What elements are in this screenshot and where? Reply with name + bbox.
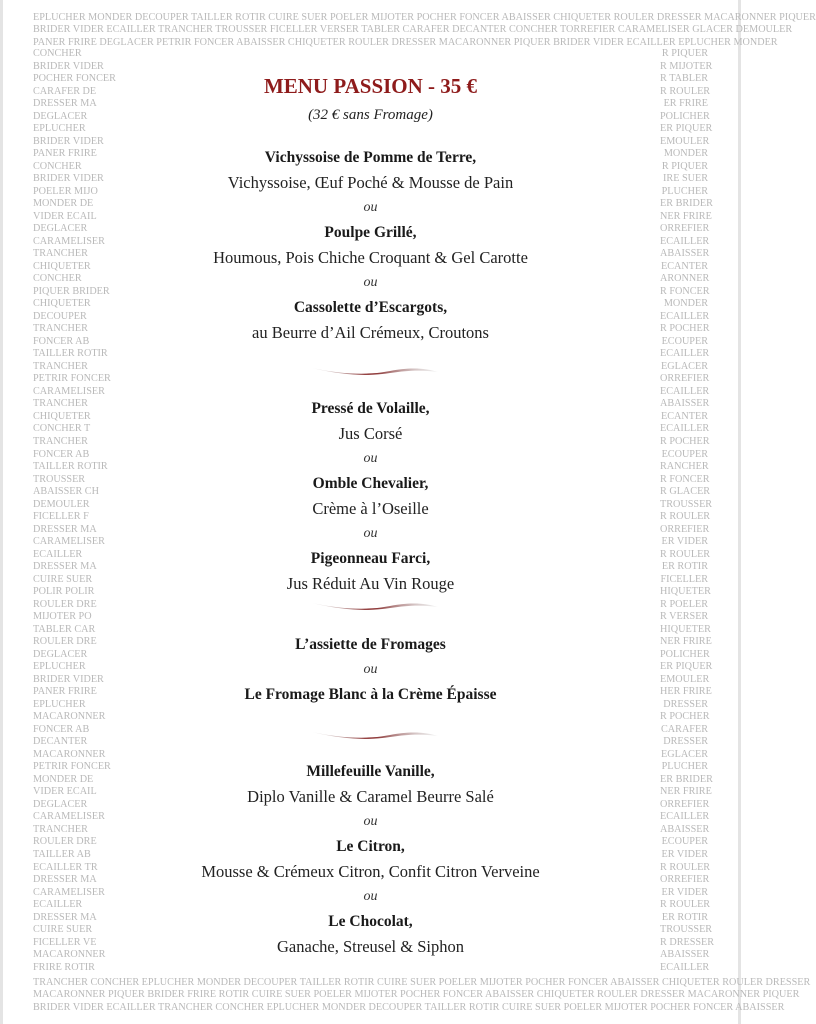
background-word: MONDER DE — [33, 198, 94, 210]
background-word: MONDER DE — [33, 773, 94, 785]
background-word: ER ROTIR — [661, 561, 708, 573]
background-word: TRANCHER — [33, 435, 88, 447]
background-word: DEMOULER — [33, 498, 90, 510]
or-separator: ou — [363, 662, 378, 677]
background-word: ER BRIDER — [660, 773, 713, 785]
dish-name: Vichyssoise de Pomme de Terre, — [264, 149, 477, 166]
background-word: POLIR POLIR — [33, 586, 95, 598]
background-word: EMOULER — [660, 135, 710, 147]
background-word: PETRIR FONCER — [33, 761, 111, 773]
background-word: HIQUETER — [660, 586, 711, 598]
background-word: MIJOTER PO — [33, 611, 92, 623]
dish-description: Diplo Vanille & Caramel Beurre Salé — [247, 787, 494, 806]
background-word: MONDER — [663, 298, 708, 310]
dish-name: Millefeuille Vanille, — [306, 763, 435, 780]
background-word: ORREFIER — [660, 798, 710, 810]
background-word: TROUSSER — [660, 924, 713, 936]
background-word: ECAILLER — [660, 348, 710, 360]
dish-description: Jus Réduit Au Vin Rouge — [286, 574, 455, 593]
background-word: DEGLACER — [33, 223, 88, 235]
or-separator: ou — [363, 526, 378, 541]
background-word: ECOUPER — [661, 836, 708, 848]
background-word: CUIRE SUER — [33, 924, 93, 936]
background-word: TAILLER ROTIR — [33, 348, 108, 360]
background-word: CONCHER — [33, 48, 82, 59]
background-word: R FONCER — [660, 473, 710, 485]
background-word: ER VIDER — [661, 536, 708, 548]
background-word: FONCER AB — [33, 723, 90, 735]
background-word: DECANTER — [33, 736, 88, 748]
background-word: DEGLACER — [33, 648, 88, 660]
background-word: FICELLER F — [33, 511, 89, 523]
background-word: RANCHER — [660, 461, 709, 473]
background-word: DRESSER MA — [33, 523, 97, 535]
background-word: ABAISSER — [660, 949, 710, 961]
background-word: CONCHER — [33, 273, 82, 285]
background-word: VIDER ECAIL — [33, 786, 97, 798]
background-word: MONDER — [663, 148, 708, 160]
background-word: FICELLER — [660, 573, 708, 585]
background-word: ECANTER — [661, 260, 708, 272]
background-word: FONCER AB — [33, 448, 90, 460]
background-word: R POCHER — [660, 323, 710, 335]
background-word: PIQUER BRIDER — [33, 285, 110, 297]
background-word: ORREFIER — [660, 874, 710, 886]
or-separator: ou — [363, 275, 378, 290]
background-word: TAILLER ROTIR — [33, 461, 108, 473]
background-word: R VERSER — [660, 611, 709, 623]
background-word: ARONNER — [660, 273, 710, 285]
dish-description: Ganache, Streusel & Siphon — [277, 937, 464, 956]
dish-description: Vichyssoise, Œuf Poché & Mousse de Pain — [227, 173, 514, 192]
background-word-row: BRIDER VIDER ECAILLER TRANCHER CONCHER EPLUCHER MONDER DECOUPER TAILLER ROTIR CUIRE SUER POELER MIJOTER POCHER FONCER ABAISSER — [33, 1001, 785, 1013]
or-separator: ou — [363, 814, 378, 829]
background-word: DRESSER MA — [33, 561, 97, 573]
dish-name: Pressé de Volaille, — [311, 400, 430, 417]
dish-name: Le Chocolat, — [328, 913, 413, 930]
background-word: PETRIR FONCER — [33, 373, 111, 385]
background-word: ECAILLER — [660, 961, 710, 973]
background-word: TABLER CAR — [33, 623, 96, 635]
background-word: FRIRE ROTIR — [33, 961, 95, 973]
background-word: EMOULER — [660, 673, 710, 685]
background-word: CHIQUETER — [33, 298, 91, 310]
dish-description: au Beurre d’Ail Crémeux, Croutons — [252, 323, 489, 342]
dish-name: Omble Chevalier, — [312, 475, 429, 492]
background-word: R POELER — [660, 598, 708, 610]
background-word: R POCHER — [660, 711, 710, 723]
background-word: NER FRIRE — [660, 786, 712, 798]
background-word: ABAISSER — [660, 398, 710, 410]
background-word: ABAISSER — [660, 823, 710, 835]
divider-ornament — [310, 600, 440, 612]
menu-section-plats — [0, 396, 741, 596]
background-word: ER BRIDER — [660, 198, 713, 210]
background-word: NER FRIRE — [660, 636, 712, 648]
background-word: FICELLER VE — [33, 936, 97, 948]
background-word: ROULER DRE — [33, 636, 97, 648]
background-word: PLUCHER — [661, 185, 708, 197]
background-word: R GLACER — [660, 486, 711, 498]
background-word-row: EPLUCHER MONDER DECOUPER TAILLER ROTIR CUIRE SUER POELER MIJOTER POCHER FONCER ABAISSER CHIQUETER ROULER DRESSER MACARONNER PIQUER — [33, 11, 816, 23]
background-word: CONCHER T — [33, 423, 91, 435]
background-word: ECAILLER — [660, 385, 710, 397]
background-word: ECANTER — [661, 410, 708, 422]
dish-description: Crème à l’Oseille — [312, 499, 429, 518]
background-word: EPLUCHER — [33, 661, 86, 673]
background-word: ER FRIRE — [663, 98, 708, 110]
background-word: R DRESSER — [660, 936, 715, 948]
background-word: ROULER DRE — [33, 598, 97, 610]
background-word: CHIQUETER — [33, 410, 91, 422]
background-word: POLICHER — [660, 648, 710, 660]
background-word: ECAILLER — [660, 811, 710, 823]
menu-section-entrees — [0, 145, 741, 345]
dish-name: L’assiette de Fromages — [295, 636, 446, 653]
background-word: ECAILLER — [33, 548, 83, 560]
background-word: R ROULER — [660, 548, 711, 560]
background-word: DRESSER MA — [33, 911, 97, 923]
divider-ornament — [310, 729, 440, 741]
or-separator: ou — [363, 889, 378, 904]
background-word: BRIDER VIDER — [33, 673, 104, 685]
background-word: TRANCHER — [33, 360, 88, 372]
background-word: ECOUPER — [661, 448, 708, 460]
background-word: R ROULER — [660, 899, 711, 911]
background-word: DRESSER — [663, 698, 708, 710]
background-word: ABAISSER CH — [33, 486, 99, 498]
dish-name: Poulpe Grillé, — [324, 224, 417, 241]
background-word: ER ROTIR — [661, 911, 708, 923]
background-word: CUIRE SUER — [33, 573, 93, 585]
background-word: DRESSER MA — [33, 98, 97, 110]
background-word: BRIDER VIDER — [33, 60, 104, 72]
background-word: EGLACER — [661, 360, 708, 372]
dish-name: Pigeonneau Farci, — [310, 550, 431, 567]
background-word: ER VIDER — [661, 886, 708, 898]
background-word-row: TRANCHER CONCHER EPLUCHER MONDER DECOUPER TAILLER ROTIR CUIRE SUER POELER MIJOTER POCHER FONCER ABAISSER CHIQUETER ROULER DRESSER — [33, 976, 811, 988]
background-word: POLICHER — [660, 110, 710, 122]
menu-subtitle: (32 € sans Fromage) — [308, 107, 433, 123]
or-separator: ou — [363, 451, 378, 466]
background-word: POCHER FONCER — [33, 73, 116, 85]
background-word: ECOUPER — [661, 335, 708, 347]
background-word: ORREFIER — [660, 223, 710, 235]
background-word: ER PIQUER — [660, 123, 713, 135]
background-word: HER FRIRE — [660, 686, 712, 698]
background-word: CARAMELISER — [33, 886, 105, 898]
background-word: CARAFER — [661, 723, 708, 735]
background-word: POELER MIJO — [33, 185, 98, 197]
background-word: CARAMELISER — [33, 811, 105, 823]
background-word: NER FRIRE — [660, 210, 712, 222]
background-word: CARAMELISER — [33, 235, 105, 247]
background-word: TRANCHER — [33, 323, 88, 335]
background-word: DEGLACER — [33, 798, 88, 810]
background-word: TROUSSER — [660, 498, 713, 510]
background-word: R PIQUER — [661, 48, 708, 59]
background-word: ROULER DRE — [33, 836, 97, 848]
background-word: ECAILLER — [660, 423, 710, 435]
background-word: ECAILLER TR — [33, 861, 98, 873]
background-word: MACARONNER — [33, 949, 106, 961]
or-separator: ou — [363, 200, 378, 215]
background-word-row: BRIDER VIDER ECAILLER TRANCHER TROUSSER FICELLER VERSER TABLER CARAFER DECANTER CONCHER TORREFIER CARAMELISER GLACER DEMOULER — [33, 24, 793, 36]
background-word: PANER FRIRE — [33, 686, 97, 698]
background-word: ABAISSER — [660, 248, 710, 260]
background-word: R ROULER — [660, 861, 711, 873]
background-word: TAILLER AB — [33, 849, 91, 860]
background-word: R ROULER — [660, 511, 711, 523]
background-word: IRE SUER — [663, 173, 708, 185]
background-word: ORREFIER — [660, 523, 710, 535]
background-word: CARAMELISER — [33, 536, 105, 548]
background-word: CONCHER — [33, 160, 82, 172]
background-word-row: MACARONNER PIQUER BRIDER FRIRE ROTIR CUIRE SUER POELER MIJOTER POCHER FONCER ABAISSER CHIQUETER ROULER DRESSER MACARONNER PIQUER — [33, 989, 800, 1001]
background-word: EPLUCHER — [33, 123, 86, 135]
background-word: ECAILLER — [33, 899, 83, 911]
dish-description: Jus Corsé — [338, 424, 403, 443]
menu-section-fromages — [0, 632, 741, 707]
background-word: R MIJOTER — [660, 60, 713, 72]
background-word: TROUSSER — [33, 473, 86, 485]
background-word: TRANCHER — [33, 248, 88, 260]
menu-title: MENU PASSION - 35 € — [263, 74, 478, 98]
background-word: CHIQUETER — [33, 260, 91, 272]
background-word: ER VIDER — [661, 849, 708, 860]
background-word: DECOUPER — [33, 310, 87, 322]
divider-ornament — [310, 365, 440, 377]
background-word: BRIDER VIDER — [33, 135, 104, 147]
background-word: ORREFIER — [660, 373, 710, 385]
background-word: EGLACER — [661, 748, 708, 760]
background-word: MACARONNER — [33, 711, 106, 723]
dish-name: Cassolette d’Escargots, — [293, 299, 448, 316]
background-word: PANER FRIRE — [33, 148, 97, 160]
background-word: R ROULER — [660, 85, 711, 97]
dish-name: Le Citron, — [336, 838, 405, 855]
background-word: R FONCER — [660, 285, 710, 297]
background-word: R TABLER — [660, 73, 708, 85]
background-word: HIQUETER — [660, 623, 711, 635]
menu-section-desserts — [0, 759, 741, 959]
background-word: BRIDER VIDER — [33, 173, 104, 185]
background-word-row: PANER FRIRE DEGLACER PETRIR FONCER ABAISSER CHIQUETER ROULER DRESSER MACARONNER PIQUER BRIDER VIDER ECAILLER EPLUCHER MONDER — [33, 36, 778, 48]
background-word: ECAILLER — [660, 235, 710, 247]
background-word: DEGLACER — [33, 110, 88, 122]
background-word: PLUCHER — [661, 761, 708, 773]
background-word: EPLUCHER — [33, 698, 86, 710]
background-word: ECAILLER — [660, 310, 710, 322]
background-word: FONCER AB — [33, 335, 90, 347]
background-word: CARAMELISER — [33, 385, 105, 397]
background-word: R PIQUER — [661, 160, 708, 172]
background-word: DRESSER MA — [33, 874, 97, 886]
background-word: CARAFER DE — [33, 85, 97, 97]
dish-description: Mousse & Crémeux Citron, Confit Citron Verveine — [201, 862, 540, 881]
dish-description: Houmous, Pois Chiche Croquant & Gel Carotte — [213, 248, 528, 267]
dish-name: Le Fromage Blanc à la Crème Épaisse — [244, 686, 497, 703]
background-word: VIDER ECAIL — [33, 210, 97, 222]
background-word: TRANCHER — [33, 398, 88, 410]
background-word: DRESSER — [663, 736, 708, 748]
background-word: MACARONNER — [33, 748, 106, 760]
background-word: TRANCHER — [33, 823, 88, 835]
background-word: R POCHER — [660, 435, 710, 447]
background-word: ER PIQUER — [660, 661, 713, 673]
